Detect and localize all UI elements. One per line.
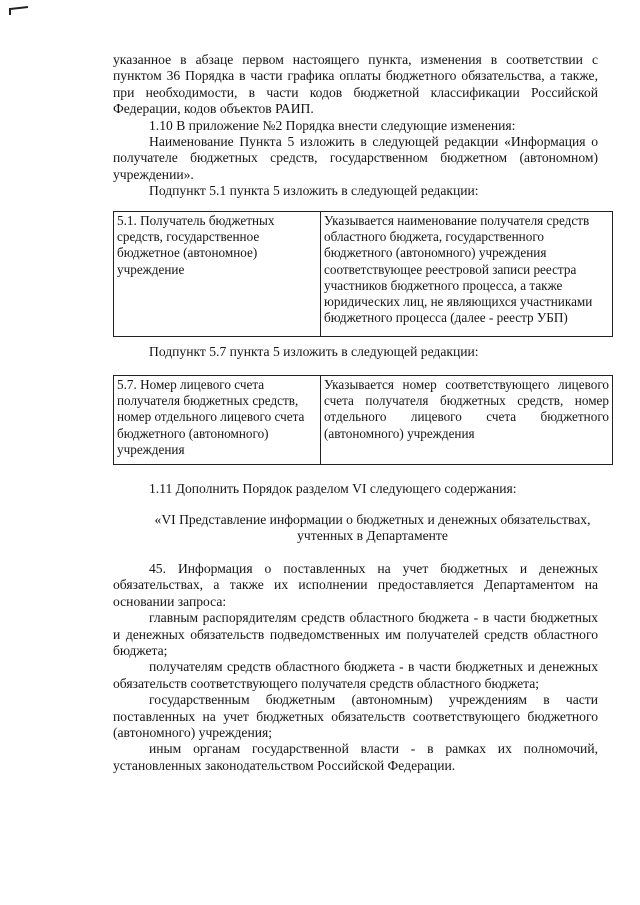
section-body bbox=[113, 561, 598, 774]
paragraph-1-10: 1.10 В приложение №2 Порядка внести следующие изменения: bbox=[149, 117, 516, 133]
table-cell-description: Указывается наименование получателя средств областного бюджета, государственного бюджетного (автономного) учреждения соответствующее реестровой записи реестра участников бюджетного процесса, а также юридических лиц, не являющихся участниками бюджетного процесса (далее - реестр УБП) bbox=[321, 212, 613, 337]
paragraph-intro: указанное в абзаце первом настоящего пункта, изменения в соответствии с пунктом 36 Порядка в части графика оплаты бюджетного обязательства, а также, при необходимости, в части кодов бюджетной классификации Российской Федерации, кодов объектов РАИП. bbox=[113, 52, 598, 117]
paragraph-name-change: Наименование Пункта 5 изложить в следующей редакции «Информация о получателе бюджетных средств, государственном бюджетном (автономном) учреждении». bbox=[113, 134, 598, 182]
paragraph-45: 45. Информация о поставленных на учет бюджетных и денежных обязательствах, а также их исполнении предоставляется Департаментом на основании запроса: bbox=[113, 561, 598, 609]
table-subpoint-5-7 bbox=[113, 375, 613, 465]
section-heading-block bbox=[150, 512, 595, 545]
list-item: иным органам государственной власти - в рамках их полномочий, установленных законодательством Российской Федерации. bbox=[113, 741, 598, 773]
table-cell-label: 5.7. Номер лицевого счета получателя бюджетных средств, номер отдельного лицевого счета бюджетного (автономного) учреждения bbox=[114, 376, 321, 465]
intro-block bbox=[113, 52, 598, 200]
subpoint-5-7-block bbox=[113, 344, 598, 360]
table-cell-label: 5.1. Получатель бюджетных средств, государственное бюджетное (автономное) учреждение bbox=[114, 212, 321, 337]
table-cell-description: Указывается номер соответствующего лицевого счета получателя бюджетных средств, номер отдельного лицевого счета бюджетного (автономного) учреждения bbox=[321, 376, 613, 465]
paragraph-subpoint-5-1: Подпункт 5.1 пункта 5 изложить в следующей редакции: bbox=[149, 183, 479, 199]
section-heading: «VI Представление информации о бюджетных и денежных обязательствах, учтенных в Департаменте bbox=[154, 512, 591, 544]
paragraph-1-11: 1.11 Дополнить Порядок разделом VI следующего содержания: bbox=[149, 481, 517, 496]
list-item: государственным бюджетным (автономным) учреждениям в части поставленных на учет бюджетных обязательств соответствующего бюджетного (автономного) учреждения; bbox=[113, 692, 598, 741]
paragraph-subpoint-5-7: Подпункт 5.7 пункта 5 изложить в следующей редакции: bbox=[149, 344, 479, 359]
table-subpoint-5-1 bbox=[113, 211, 613, 337]
table-row bbox=[114, 212, 613, 337]
list-item: получателям средств областного бюджета - в части бюджетных и денежных обязательств соответствующего получателя средств областного бюджета; bbox=[113, 659, 598, 691]
point-1-11-block bbox=[113, 481, 598, 497]
scan-corner-mark bbox=[8, 6, 30, 16]
table-row bbox=[114, 376, 613, 465]
list-item: главным распорядителям средств областного бюджета - в части бюджетных и денежных обязательств подведомственных им получателей средств областного бюджета; bbox=[113, 610, 598, 659]
